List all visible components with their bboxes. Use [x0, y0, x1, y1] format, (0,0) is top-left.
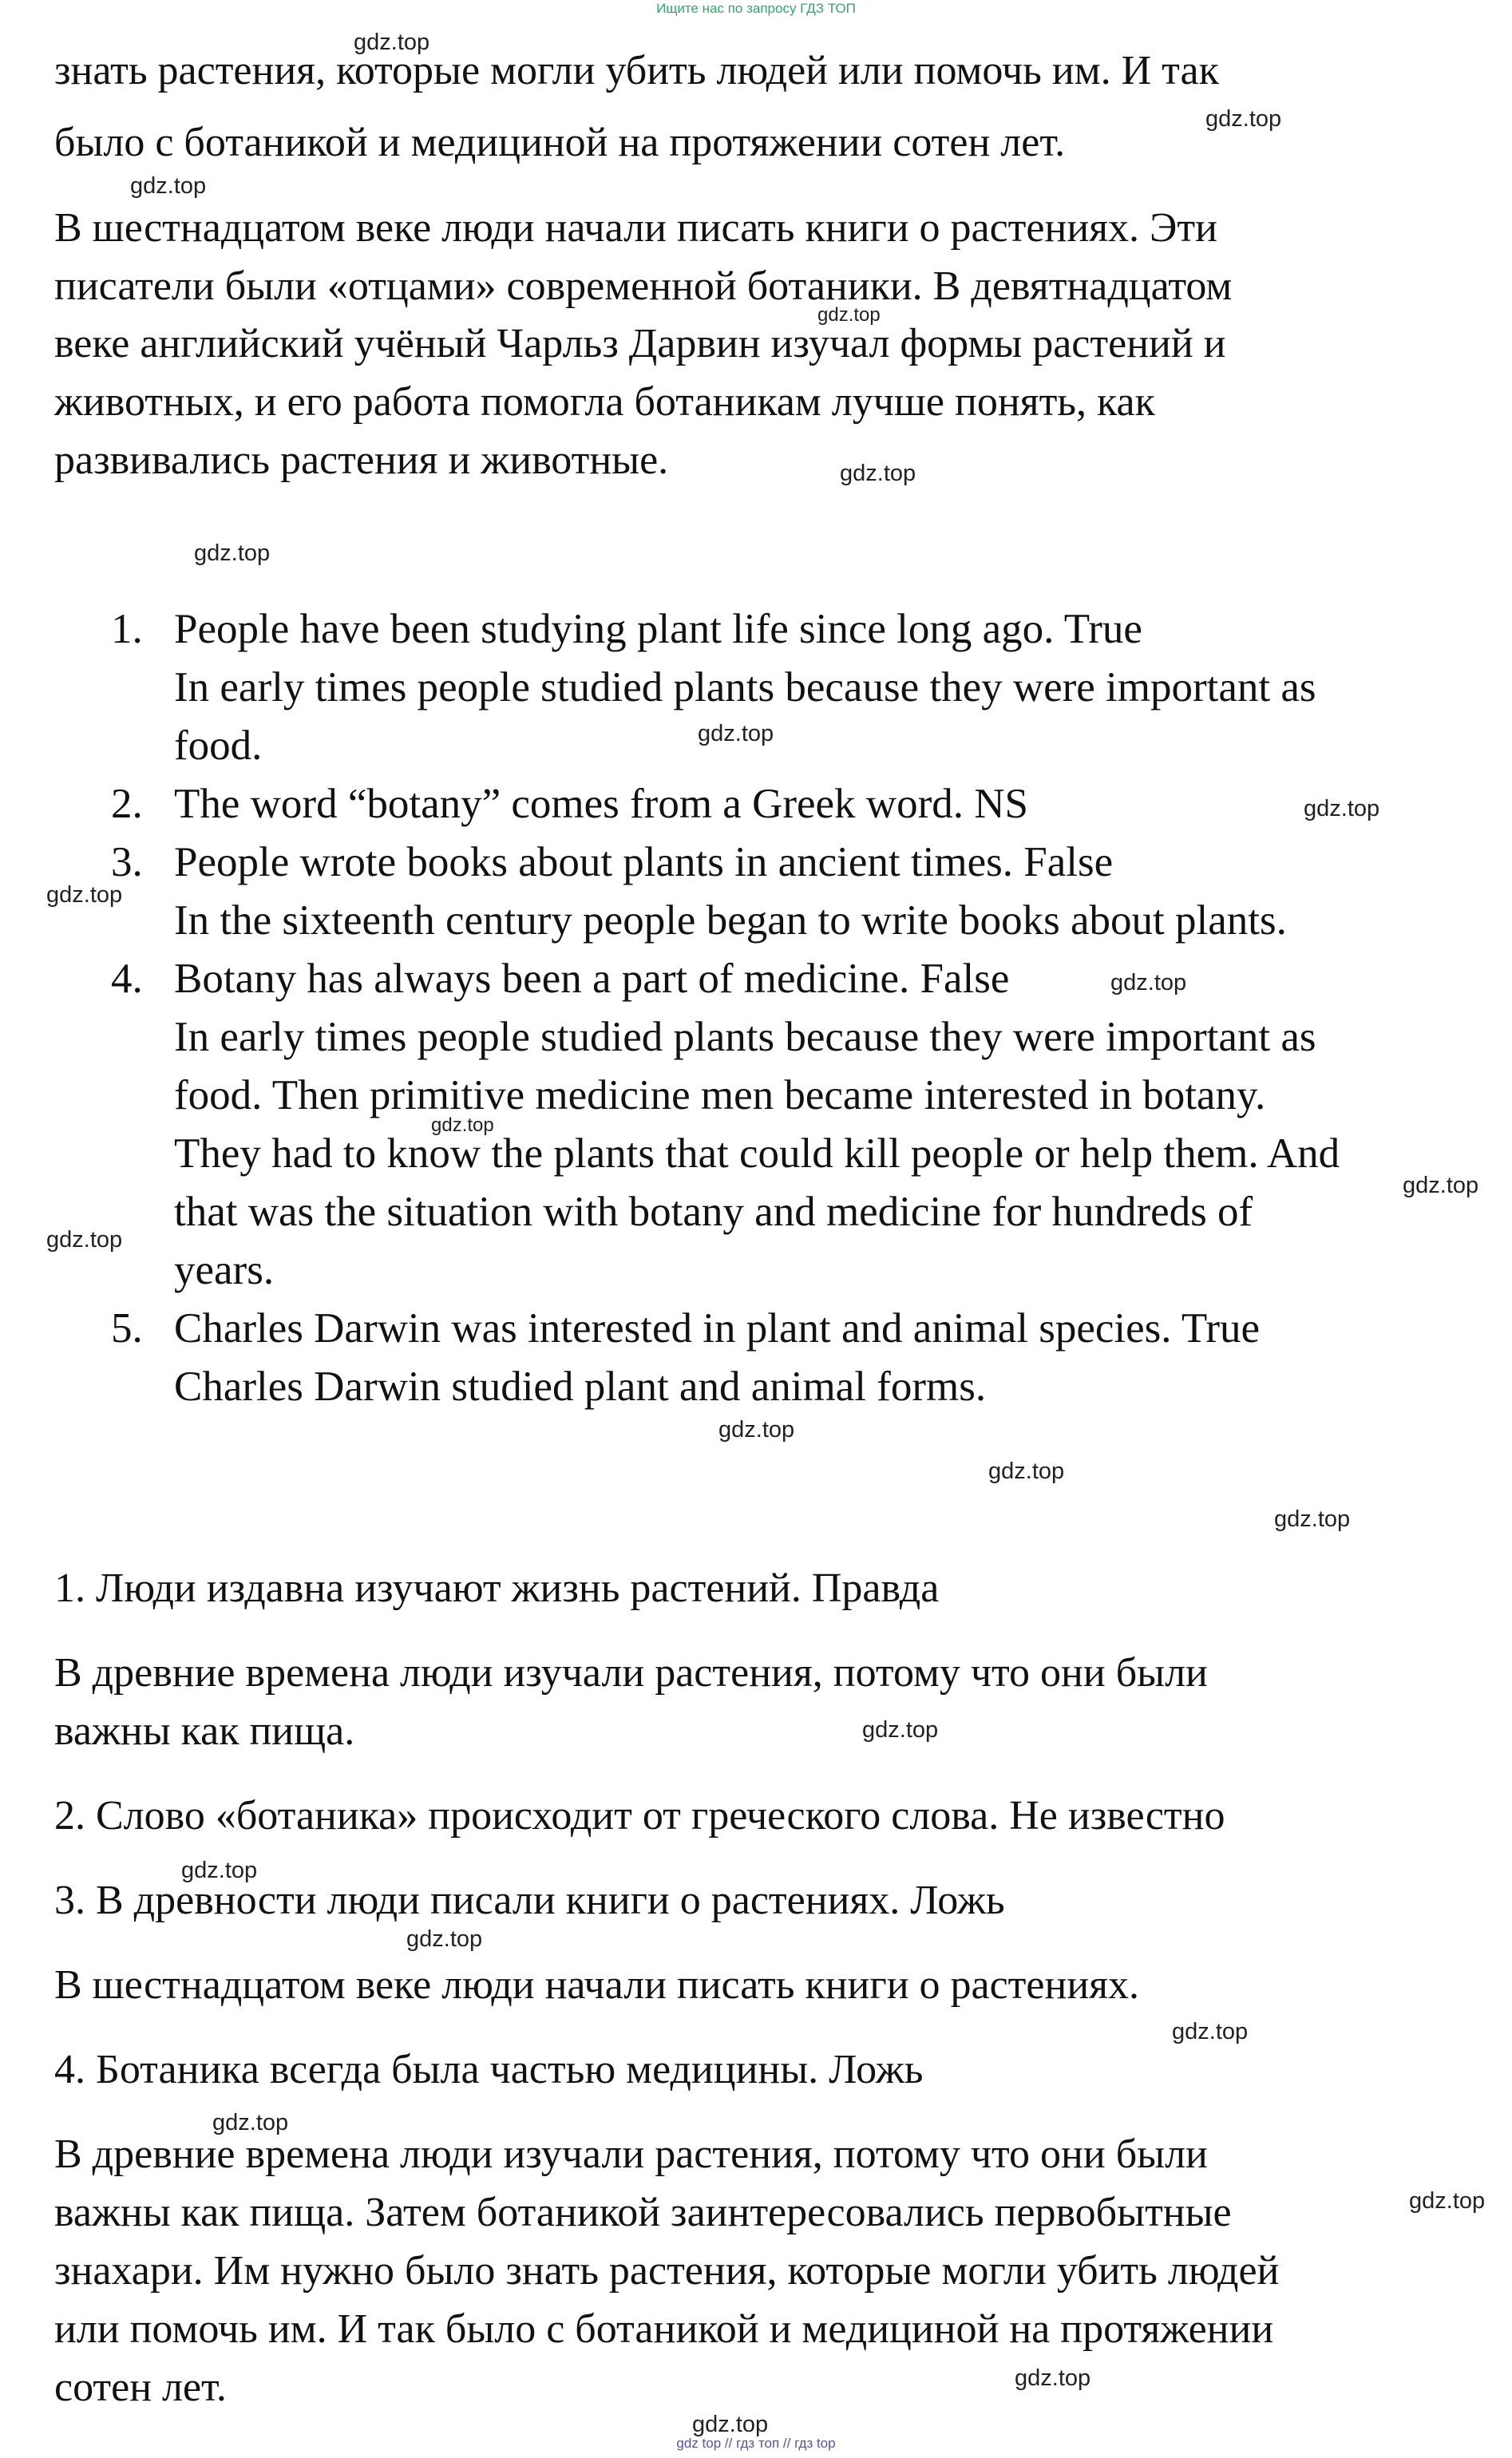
russian-intro-line: развивались растения и животные. — [54, 437, 669, 483]
watermark: gdz.top — [46, 882, 123, 908]
answer-line: They had to know the plants that could kill people or help them. And — [174, 1130, 1340, 1177]
watermark: gdz.top — [406, 1926, 483, 1952]
russian-answer-line: 2. Слово «ботаника» происходит от греческого слова. Не известно — [54, 1793, 1225, 1839]
russian-answer-line: сотен лет. — [54, 2365, 227, 2410]
russian-intro-line: животных, и его работа помогла ботаникам лучше понять, как — [54, 379, 1155, 425]
watermark: gdz.top — [1205, 106, 1282, 132]
watermark: gdz.top — [1015, 2365, 1091, 2391]
answer-line: food. — [174, 722, 263, 769]
russian-answer-line: В древние времена люди изучали растения, потому что они были — [54, 2131, 1208, 2177]
watermark: gdz.top — [1409, 2188, 1486, 2214]
watermark: gdz.top — [354, 30, 430, 55]
watermark: gdz.top — [718, 1417, 795, 1443]
russian-answer-line: важны как пища. — [54, 1708, 355, 1754]
watermark: gdz.top — [988, 1459, 1065, 1484]
answer-line: In the sixteenth century people began to write books about plants. — [174, 897, 1287, 944]
watermark: gdz.top — [840, 461, 916, 486]
russian-answer-line: В шестнадцатом веке люди начали писать книги о растениях. — [54, 1962, 1140, 2008]
watermark: gdz.top — [212, 2110, 289, 2135]
watermark: gdz.top — [194, 540, 271, 566]
watermark: gdz.top — [1110, 970, 1187, 995]
answer-line: food. Then primitive medicine men became interested in botany. — [174, 1072, 1266, 1118]
answer-line: Charles Darwin was interested in plant and animal species. True — [174, 1305, 1261, 1352]
russian-intro-line: В шестнадцатом веке люди начали писать книги о растениях. Эти — [54, 205, 1217, 251]
answer-line: In early times people studied plants because they were important as — [174, 1014, 1316, 1060]
russian-intro-line: было с ботаникой и медициной на протяжении сотен лет. — [54, 120, 1066, 165]
list-number: 5. — [111, 1305, 143, 1352]
russian-intro-line: писатели были «отцами» современной ботаники. В девятнадцатом — [54, 263, 1233, 309]
answer-line: People have been studying plant life since long ago. True — [174, 606, 1142, 652]
russian-answer-line: 1. Люди издавна изучают жизнь растений. Правда — [54, 1565, 940, 1611]
watermark: gdz.top — [1274, 1506, 1351, 1532]
watermark: gdz.top — [431, 1114, 494, 1136]
russian-answer-line: 3. В древности люди писали книги о растениях. Ложь — [54, 1878, 1005, 1923]
footer-banner[interactable]: gdz top // гдз топ // гдз top — [676, 2436, 836, 2451]
watermark: gdz.top — [862, 1717, 939, 1743]
russian-answer-line: В древние времена люди изучали растения, потому что они были — [54, 1650, 1208, 1696]
watermark: gdz.top — [130, 173, 207, 199]
list-number: 1. — [111, 606, 143, 652]
watermark: gdz.top — [1304, 796, 1380, 821]
russian-answer-line: знахари. Им нужно было знать растения, которые могли убить людей — [54, 2248, 1280, 2294]
answer-line: The word “botany” comes from a Greek word. NS — [174, 781, 1028, 827]
russian-answer-line: важны как пища. Затем ботаникой заинтересовались первобытные — [54, 2190, 1232, 2235]
watermark: gdz.top — [46, 1227, 123, 1253]
list-number: 2. — [111, 781, 143, 827]
answer-line: years. — [174, 1247, 275, 1293]
watermark: gdz.top — [1172, 2019, 1249, 2044]
answer-line: that was the situation with botany and medicine for hundreds of — [174, 1189, 1253, 1235]
list-number: 3. — [111, 839, 143, 885]
russian-intro-line: веке английский учёный Чарльз Дарвин изучал формы растений и — [54, 321, 1226, 366]
watermark: gdz.top — [817, 304, 881, 326]
watermark: gdz.top — [1403, 1173, 1479, 1198]
russian-answer-line: или помочь им. И так было с ботаникой и медициной на протяжении — [54, 2306, 1274, 2352]
answer-line: Botany has always been a part of medicine. False — [174, 956, 1010, 1002]
answer-line: Charles Darwin studied plant and animal forms. — [174, 1364, 987, 1410]
watermark: gdz.top — [698, 721, 774, 746]
list-number: 4. — [111, 956, 143, 1002]
watermark: gdz.top — [692, 2412, 769, 2437]
answer-line: People wrote books about plants in ancient times. False — [174, 839, 1114, 885]
russian-answer-line: 4. Ботаника всегда была частью медицины. Ложь — [54, 2047, 924, 2092]
watermark: gdz.top — [181, 1858, 258, 1883]
russian-intro-line: знать растения, которые могли убить людей или помочь им. И так — [54, 48, 1219, 93]
header-banner[interactable]: Ищите нас по запросу ГДЗ ТОП — [656, 1, 856, 16]
answer-line: In early times people studied plants because they were important as — [174, 664, 1316, 710]
